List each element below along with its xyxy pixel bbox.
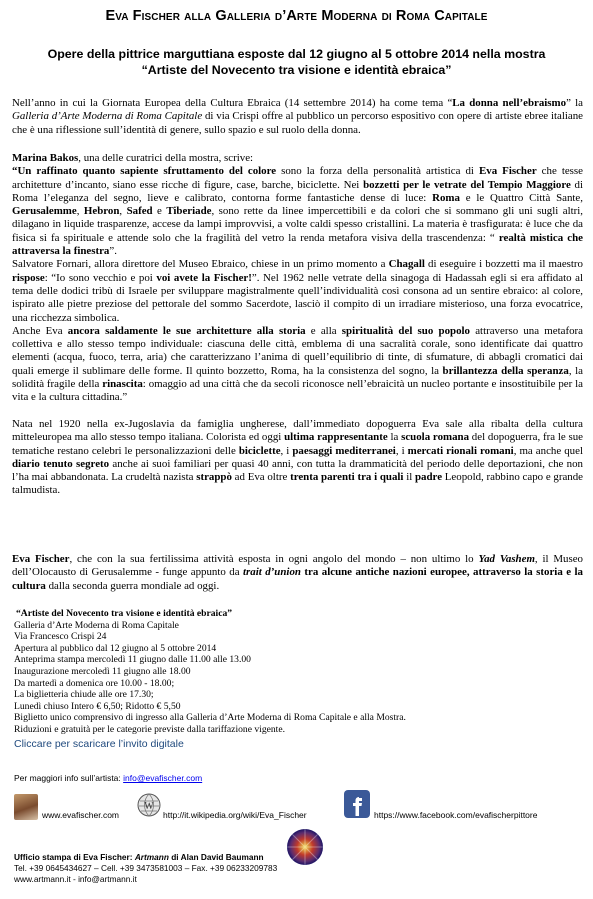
- text: attraverso una metafora collettiva e allo stesso tempo individuale: ciascuna delle città, emblema di una sacralità corale, sono identificate dai quattro elementi (acqua, fuoco, terra, aria) che caratterizzano l’anima di quell’equilibrio di tinte, di sfumature, di abbagli cromatici dai quali emerge il sublimare delle forme. Il quinto bozzetto, Roma, ha la consistenza del sogno, la: [12, 324, 583, 377]
- page-title: Eva Fischer alla Galleria d’Arte Moderna di Roma Capitale: [105, 8, 488, 24]
- intro-paragraph: [12, 97, 583, 137]
- text-bold: ultima rappresentante: [284, 431, 388, 444]
- text: di eseguire i bozzetti ma il maestro: [424, 258, 583, 271]
- text-bold: trenta parenti tra i quali: [290, 471, 404, 484]
- text-bold: Safed: [126, 205, 153, 218]
- curator-intro: [12, 152, 583, 165]
- press-label: Ufficio stampa di Eva Fischer:: [14, 852, 135, 862]
- social-links: [0, 790, 593, 826]
- text-bold: Chagall: [388, 258, 425, 271]
- contact-email-link[interactable]: info@evafischer.com: [123, 773, 203, 783]
- text: , i: [395, 444, 408, 457]
- text: , che con la sua fertilissima attività esposta in ogni angolo del mondo – non ultimo lo: [69, 553, 479, 565]
- text-bold: Roma: [432, 191, 460, 204]
- exhibition-title: “Artiste del Novecento tra visione e identità ebraica”: [16, 608, 233, 619]
- text-bold: diario tenuto segreto: [12, 457, 110, 470]
- closing-paragraph: [12, 553, 583, 593]
- facebook-icon[interactable]: [344, 790, 370, 818]
- download-invite-link[interactable]: Cliccare per scaricare l’invito digitale: [14, 737, 184, 750]
- text: : omaggio ad una città che da secoli riconosce nell’ebraicità un nucleo portante e insostituibile per la vita e la cultura cittadina.”: [12, 378, 583, 404]
- text-bold: scuola romana: [401, 431, 470, 444]
- text-bold: Eva Fischer: [479, 165, 537, 178]
- press-phones: Tel. +39 0645434627 – Cell. +39 3473581003 – Fax. +39 06233209783: [14, 863, 278, 873]
- artmann-logo-icon: [286, 828, 324, 866]
- text-bold-italic: Yad Vashem: [478, 553, 535, 565]
- text: , il Museo dell’Olocausto di Gerusalemme - funge appunto da: [12, 553, 583, 579]
- text-bold: padre: [415, 471, 443, 484]
- text: ”.: [109, 245, 117, 258]
- text-bold: Tiberiade: [166, 205, 212, 218]
- text-bold: spiritualità del suo popolo: [341, 324, 470, 337]
- text: , ma anche quel: [513, 444, 583, 457]
- text: ” la: [566, 97, 583, 109]
- text-bold: bozzetti per le vetrate del Tempio Maggiore: [363, 178, 571, 191]
- text-bold: “Un raffinato quanto sapiente sfruttamento del colore: [12, 165, 277, 178]
- artist-photo-icon[interactable]: [14, 794, 38, 820]
- text: , i: [280, 444, 293, 457]
- text: sono la forza della personalità artistica di: [276, 165, 479, 178]
- press-web[interactable]: www.artmann.it - info@artmann.it: [14, 874, 137, 884]
- text: : “Io sono vecchio e poi: [44, 271, 157, 284]
- text: e le Quattro Città Sante,: [459, 191, 583, 204]
- subtitle-line-1: Opere della pittrice marguttiana esposte dal 12 giugno al 5 ottobre 2014 nella mostra: [47, 47, 546, 61]
- text-bold: biciclette: [238, 444, 281, 457]
- text-bold-italic: trait d’union: [243, 566, 301, 579]
- text: ,: [76, 205, 84, 218]
- text: di via Crispi offre al pubblico un percorso espositivo con opere di artiste ebree italiane che è una riflessione sull’identità di genere, sullo spazio e sul ruolo della donna.: [12, 110, 583, 136]
- info-line: Apertura al pubblico dal 12 giugno al 5 ottobre 2014: [14, 642, 217, 654]
- text: Nata nel 1920 nella ex-Jugoslavia da famiglia ungherese, dall’immediato dopoguerra Eva sale alla ribalta della cultura mitteleuropea ma allo stesso tempo italiana. Colorista ed oggi: [12, 418, 583, 444]
- facebook-link[interactable]: https://www.facebook.com/evafischerpittore: [374, 810, 538, 820]
- wikipedia-icon[interactable]: [137, 792, 161, 818]
- text-bold: strappò: [196, 471, 232, 484]
- curator-quote-paragraph: [12, 152, 583, 405]
- text: Leopold, rabbino capo e grande talmudista.: [12, 471, 584, 497]
- text: Nell’anno in cui la Giornata Europea della Cultura Ebraica (14 settembre 2014) ha come tema “: [12, 97, 453, 109]
- text-bold: Eva Fischer: [12, 553, 70, 565]
- quote-part-1: [12, 165, 583, 258]
- info-line: La biglietteria chiude alle ore 17.30;: [14, 689, 154, 701]
- text: anche ai suoi familiari per quasi 40 anni, con tutta la drammaticità del periodo delle deportazioni, che non l’ha mai abbandonata. La crudeltà nazista: [12, 457, 584, 484]
- quote-part-3: [12, 325, 583, 405]
- text-bold: Hebron: [83, 205, 120, 218]
- contact-line: [14, 773, 202, 783]
- text-bold: rinascita: [102, 378, 143, 391]
- info-line: Da martedì a domenica ore 10.00 - 18.00;: [14, 677, 175, 689]
- text-bold: mercati rionali romani: [407, 444, 514, 457]
- subtitle-line-2: “Artiste del Novecento tra visione e identità ebraica”: [141, 63, 452, 77]
- press-office: [14, 852, 277, 885]
- text: , sono rette da linee impercettibili e da colori che si sommano gli uni sugli altri, dilagano in liquide trasparenze, accese da lampi improvvisi, a volte caldi spesso cristallini. La materia è trasfigurata: è luce che da fisica si fa spirituale e attende solo che la fragilità del vetro la renda metafora visiva della trascendenza: “: [12, 205, 583, 244]
- text-bold: realtà mistica che attraversa la finestra: [12, 231, 584, 258]
- text: ad Eva oltre: [231, 471, 291, 484]
- curator-name: Marina Bakos: [12, 152, 79, 164]
- quote-part-2: [12, 258, 583, 324]
- exhibition-info: [14, 608, 574, 750]
- text: del dopoguerra, fra le sue tematiche restano celebri le personalizzazioni delle: [12, 431, 583, 457]
- info-line: Biglietto unico comprensivo di ingresso alla Galleria d’Arte Moderna di Roma Capitale e alla Mostra.: [14, 712, 406, 724]
- text: ,: [119, 205, 127, 218]
- text: dalla seconda guerra mondiale ad oggi.: [45, 579, 220, 592]
- text: il: [403, 471, 415, 484]
- text: e: [152, 205, 167, 218]
- info-line: Riduzioni e gratuità per le categorie previste dalla tariffazione vigente.: [14, 723, 285, 735]
- svg-text:W: W: [144, 801, 154, 812]
- text-bold: tra alcune antiche nazioni europee, attraverso la storia e la cultura: [12, 566, 583, 592]
- text-bold: La donna nell’ebraismo: [452, 97, 567, 109]
- biography-paragraph: [12, 418, 583, 498]
- press-office-title: [14, 852, 277, 863]
- info-line: Lunedì chiuso Intero € 6,50; Ridotto € 5,50: [14, 700, 181, 712]
- website-link[interactable]: www.evafischer.com: [42, 810, 119, 820]
- text-bold: rispose: [12, 271, 45, 284]
- text-bold: Gerusalemme: [12, 205, 77, 218]
- info-line: Inaugurazione mercoledì 11 giugno alle 18.00: [14, 665, 191, 677]
- text: la: [387, 431, 402, 444]
- text: ”. Nel 1962 nelle vetrate della sinagoga di Hadassah egli si era affidato al tema delle dodici tribù di Israele per sviluppare magistralmente quell’individualità così consona ad un sentire ebraico: al colore, ispirato alle pietre preziose del pettorale del sommo Sacerdote, lasciò il compito di un irradiare misterioso, una forza evocatrice, una ricchezza simbolica.: [12, 271, 583, 324]
- text: , una delle curatrici della mostra, scrive:: [78, 152, 254, 164]
- text: di Roma l’eleganza del segno, lieve e calibrato, contorna forme fantastiche dense di luce:: [12, 178, 584, 204]
- text-italic: Galleria d’Arte Moderna di Roma Capitale: [12, 110, 203, 123]
- text: Salvatore Fornari, allora direttore del Museo Ebraico, chiese in un primo momento a: [12, 258, 389, 271]
- text: e alla: [305, 324, 342, 337]
- info-line: Anteprima stampa mercoledì 11 giugno dalle 11.00 alle 13.00: [14, 654, 251, 666]
- text: Anche Eva: [12, 324, 68, 337]
- text-bold: ancora saldamente le sue architetture alla storia: [67, 324, 306, 337]
- wikipedia-link[interactable]: http://it.wikipedia.org/wiki/Eva_Fischer: [163, 810, 307, 820]
- contact-label: Per maggiori info sull’artista:: [14, 773, 124, 783]
- text-bold: paesaggi mediterranei: [292, 444, 396, 457]
- info-line: Via Francesco Crispi 24: [14, 631, 107, 643]
- text-bold: voi avete la Fischer!: [156, 271, 252, 284]
- info-line: Galleria d’Arte Moderna di Roma Capitale: [14, 619, 179, 631]
- text-bold: brillantezza della speranza: [442, 364, 569, 377]
- text: , la solidità fragile della: [12, 364, 583, 391]
- press-agency: Artmann: [134, 852, 169, 862]
- press-agency-rest: di Alan David Baumann: [168, 852, 264, 862]
- page-subtitle: [24, 46, 569, 78]
- text: che tesse architetture d’incanto, siano esse ricche di figure, case, barche, biciclette. Nei: [12, 165, 583, 191]
